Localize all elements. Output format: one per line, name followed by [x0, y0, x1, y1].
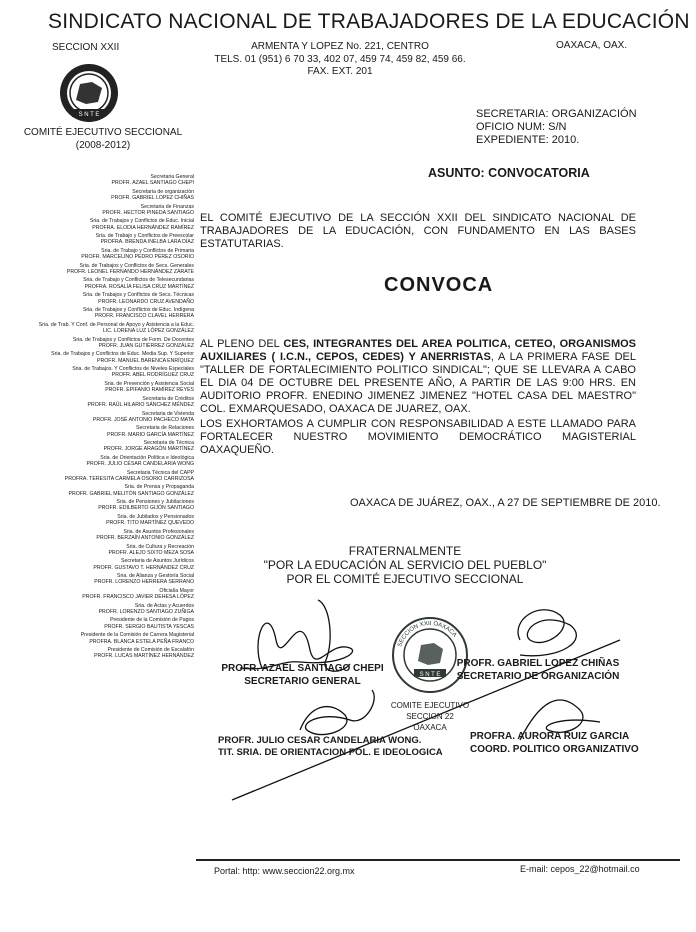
committee-name: PROFR. LUCAS MARTÍNEZ HERNÁNDEZ [94, 653, 194, 660]
committee-role: Sria. de Trabajos. Y Conflictos de Niveles Especiales [72, 366, 194, 373]
closing-motto: "POR LA EDUCACIÓN AL SERVICIO DEL PUEBLO" [263, 558, 547, 572]
committee-role: Secretaria de Vivienda [141, 410, 194, 417]
committee-role: Sria. de Trab. Y Conf. de Personal de Apoyo y Asistencia a la Educ. [38, 321, 194, 328]
committee-role: Sria. de Trabajos y Conflictos de Secs. Técnicas [82, 292, 194, 299]
committee-name: PROFR. LEONARDO CRUZ AVENDAÑO [98, 298, 194, 305]
seal-line3: OAXACA [413, 723, 447, 732]
signature-block-organizacion [448, 657, 628, 683]
committee-name: PROFR. FRANCISCO JAVIER DEHESA LÓPEZ [82, 594, 194, 601]
p2-participants: CES, INTEGRANTES DEL AREA POLITICA, CETEO, ORGANISMOS AUXILIARES ( I.C.N., CEPOS, CEDES) Y ANERRISTAS [200, 338, 636, 363]
committee-role: Sria. de Jubilados y Pensionados [117, 513, 194, 520]
letterhead-title: SINDICATO NACIONAL DE TRABAJADORES DE LA EDUCACIÓN [48, 10, 690, 33]
committee-role: Secretaria de Asuntos Jurídicos [121, 558, 194, 565]
closing-by: POR EL COMITÉ EJECUTIVO SECCIONAL [286, 572, 524, 586]
signer-role: TIT. SRIA. DE ORIENTACION POL. E IDEOLOGICA [218, 747, 443, 758]
committee-name: PROFR. JUAN GUTIÉRREZ GONZÁLEZ [98, 342, 194, 349]
committee-name: LIC. LORENA LUZ LÓPEZ GONZÁLEZ [102, 328, 194, 335]
comite-name: COMITÉ EJECUTIVO SECCIONAL [23, 127, 183, 138]
committee-name: PROFR. JOSÉ ANTONIO PACHECO MATA [92, 416, 194, 423]
committee-role: Sria. de Trabajos y Conflictos de Educ. Indígena [82, 307, 194, 314]
committee-role: Sria. de Asuntos Profesionales [123, 528, 194, 535]
committee-role: Presidente de la Comisión de Pagos [110, 617, 194, 624]
closing-fraternal: FRATERNALMENTE [348, 544, 462, 558]
convoca-heading: CONVOCA [384, 274, 494, 296]
committee-role: Sria. de Actas y Acuerdos [134, 602, 194, 609]
seal-center-text: S N T E [419, 672, 441, 678]
ref-expediente: EXPEDIENTE: 2010. [476, 134, 580, 146]
committee-name: PROFR. AZAEL SANTIAGO CHEPI [111, 180, 194, 187]
committee-role: Secretaria de Finanzas [140, 203, 194, 210]
signature-block-general [215, 662, 390, 688]
committee-name: PROFR. LORENZO HERRERA SERRANO [94, 579, 194, 586]
exhortation-paragraph: LOS EXHORTAMOS A CUMPLIR CON RESPONSABILIDAD A ESTE LLAMADO PARA FORTALECER NUESTRO MOVIMIENTO DEMOCRÁTICO MAGISTERIAL OAXAQUEÑO. [200, 418, 636, 456]
signature-julio [300, 690, 374, 735]
ref-secretaria: SECRETARIA: ORGANIZACIÓN [476, 108, 637, 120]
seal-caption [370, 700, 490, 733]
committee-name: PROFR. LEONEL FERNANDO HERNÁNDEZ ZÁRATE [66, 268, 194, 275]
committee-name: PROFRA. BRENDA INELBA LARA DÍAZ [100, 239, 194, 246]
footer-divider [196, 859, 680, 861]
comite-period: (2008-2012) [75, 140, 131, 151]
signer-name: PROFR. JULIO CESAR CANDELARIA WONG. [218, 735, 422, 746]
signer-name: PROFR. AZAEL SANTIAGO CHEPI [221, 663, 384, 674]
committee-name: PROFR. ALEJO SIXTO MEZA SOSA [108, 549, 194, 556]
committee-name: PROFR. MANUEL BARENCA ENRÍQUEZ [97, 357, 194, 364]
committee-name: PROFR. SERGIO BAUTISTA YESCAS [104, 623, 194, 630]
signature-block-coordinacion [470, 730, 660, 756]
seal-ring-text: SECCION XXII OAXACA [397, 620, 458, 648]
committee-role: Secretaria de Créditos [142, 395, 194, 402]
committee-role: Sria. de Trabajos y Conflictos de Form. De Docentes [72, 336, 194, 343]
committee-name: PROFRA. ROSALÍA FELISA CRUZ MARTÍNEZ [84, 283, 194, 290]
committee-role: Presidente de Comisión de Escalafón [107, 647, 194, 653]
committee-name: PROFR. EDILBERTO GIJÓN SANTIAGO [98, 505, 194, 512]
committee-name: PROFR. HECTOR PINEDA SANTIAGO [102, 209, 194, 216]
committee-role: Secretaria Técnica del CAPP [126, 469, 194, 476]
ref-oficio: OFICIO NUM: S/N [476, 121, 567, 133]
committee-name: PROFRA. ELODIA HERNÁNDEZ RAMÍREZ [92, 224, 194, 231]
logo-text: S N T E [78, 112, 100, 118]
committee-name: PROFR. TITO MARTÍNEZ QUEVEDO [106, 520, 194, 527]
footer-portal: Portal: http: www.seccion22.org.mx [214, 866, 355, 876]
signer-name: PROFRA. AURORA RUIZ GARCIA [470, 731, 630, 742]
committee-role: Secretaria de Relaciones [136, 425, 194, 432]
committee-name: PROFR. GABRIEL MELITÓN SANTIAGO GONZÁLEZ [68, 490, 194, 497]
committee-role: Sria. de Pensiones y Jubilaciones [116, 499, 194, 506]
committee-name: PROFR. GUSTAVO T. HERNÁNDEZ CRUZ [93, 564, 194, 571]
committee-name: PROFRA. TERESITA CARMELA OSORIO CARRIZOSA [64, 475, 194, 482]
committee-role: Sria. de Trabajo y Conflictos de Preescolar [95, 233, 194, 240]
committee-role: Secretaria de organización [132, 188, 194, 195]
seccion22-seal-icon [390, 615, 470, 695]
p2-start: AL PLENO DEL [200, 338, 284, 350]
committee-role: Sria. de Trabajos y Conflictos de Secs. Generales [79, 262, 194, 269]
signer-role: COORD. POLITICO ORGANIZATIVO [470, 744, 639, 755]
committee-name: PROFR. GABRIEL LOPEZ CHIÑAS [111, 195, 194, 202]
committee-role: Sria. de Trabajos y Conflictos de Educ. Inicial [89, 218, 194, 225]
committee-role: Sria. de Trabajo y Conflictos de Primaria [101, 247, 194, 254]
committee-name: PROFR. MARIO GARCÍA MARTÍNEZ [107, 431, 194, 438]
committee-name: PROFR. JORGE ARAGÓN MARTÍNEZ [103, 446, 194, 453]
intro-paragraph: EL COMITÉ EJECUTIVO DE LA SECCIÓN XXII DEL SINDICATO NACIONAL DE TRABAJADORES DE LA EDUCACIÓN, CON FUNDAMENTO EN LAS BASES ESTATUTARIAS. [200, 212, 636, 250]
signature-block-orientacion [218, 735, 448, 759]
committee-name: PROFR. ABEL RODRÍGUEZ CRUZ [111, 372, 194, 379]
committee-name: PROFR. LORENZO SANTIAGO ZUÑIGA [98, 608, 194, 615]
signature-gabriel [518, 610, 576, 656]
document-date: OAXACA DE JUÁREZ, OAX., A 27 DE SEPTIEMBRE DE 2010. [350, 497, 661, 509]
committee-role: Sria. de Cultura y Recreación [126, 543, 194, 550]
signer-role: SECRETARIO DE ORGANIZACIÓN [456, 671, 620, 682]
committee-role: Presidente de la Comisión de Carrera Magisterial [80, 632, 194, 639]
committee-role: Sria. de Trabajo y Conflictos de Telesecundarias [83, 277, 194, 284]
letterhead-city: OAXACA, OAX. [556, 40, 628, 51]
seal-line2: SECCION 22 [406, 712, 454, 721]
signer-role: SECRETARIO GENERAL [244, 676, 361, 687]
committee-role: Sria. de Trabajos y Conflictos de Educ. Media Sup. Y Superior [51, 351, 194, 358]
committee-name: PROFR. BERZAÍN ANTONIO GONZÁLEZ [96, 535, 194, 542]
committee-name: PROFR. MARCELINO PEDRO PÉREZ OSORIO [81, 254, 194, 261]
letterhead-seccion: SECCION XXII [52, 42, 120, 53]
committee-role: Sria. de Prensa y Propaganda [124, 484, 194, 491]
letterhead-fax: FAX. EXT. 201 [307, 66, 373, 77]
committee-name: PROFRA. BLANCA ESTELA PEÑA FRANCO [89, 638, 194, 645]
committee-name: PROFR. EPIFANIO RAMÍREZ REYES [105, 387, 194, 394]
letterhead-address: ARMENTA Y LOPEZ No. 221, CENTRO [251, 41, 429, 52]
committee-role: Secretaria de Técnica [143, 440, 194, 447]
committee-role: Secretaria General [150, 174, 194, 180]
committee-role: Sria. de Prevención y Asistencia Social [104, 380, 194, 387]
p2-details: , A LA PRIMERA FASE DEL "TALLER DE FORTALECIMIENTO POLITICO SINDICAL"; QUE SE LLEVARA A CABO EL DIA 04 DE OCTUBRE DEL PRESENTE AÑO, A PARTIR DE LAS 9:00 HRS. EN AUDITORIO PROFR. ENEDINO JIMENEZ JIMENEZ "HOTEL CASA DEL MAESTRO" COL. EXMARQUESADO, OAXACA DE JUAREZ, OAX. [200, 351, 636, 415]
signer-name: PROFR. GABRIEL LOPEZ CHIÑAS [456, 658, 620, 669]
committee-role: Sria. de Alianza y Gestoría Social [117, 573, 194, 580]
subject-line: ASUNTO: CONVOCATORIA [428, 166, 590, 180]
footer-email: E-mail: cepos_22@hotmail.co [520, 864, 640, 874]
committee-name: PROFR. RAÚL HILARIO SÁNCHEZ MÉNDEZ [87, 402, 194, 409]
committee-name: PROFR. JULIO CÉSAR CANDELARIA WONG [86, 461, 194, 468]
committee-name: PROFR. FRANCISCO CLAVEL HERRERA [94, 313, 194, 320]
committee-role: Oficialía Mayor [159, 587, 194, 594]
seal-line1: COMITE EJECUTIVO [390, 701, 470, 710]
letterhead-phones: TELS. 01 (951) 6 70 33, 402 07, 459 74, 459 82, 459 66. [214, 53, 466, 65]
committee-role: Sria. de Orientación Política e Ideológica [100, 454, 194, 461]
